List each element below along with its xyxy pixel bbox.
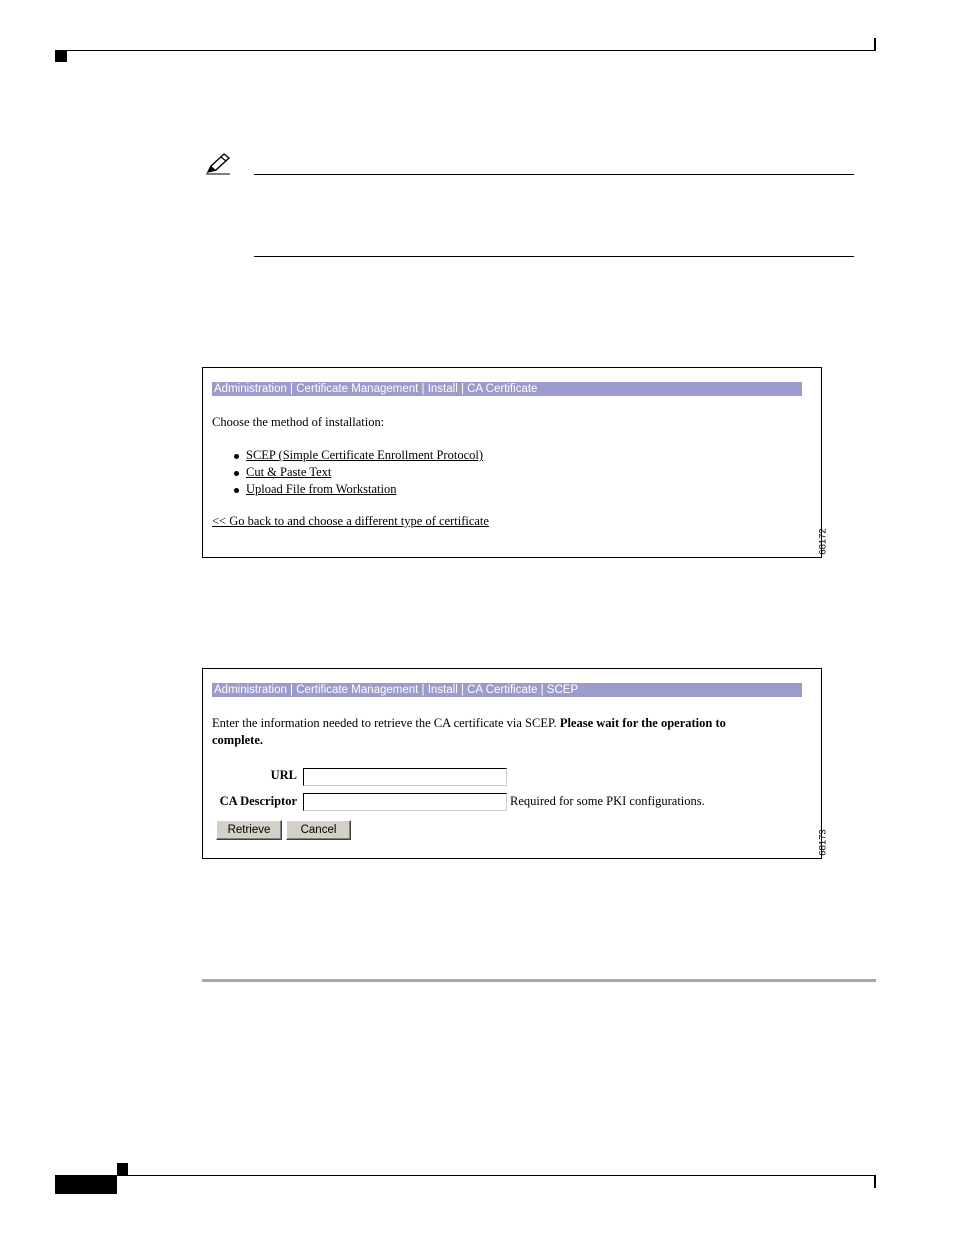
- scep-intro: [212, 716, 726, 731]
- bullet-icon: [234, 471, 239, 476]
- bullet-icon: [234, 488, 239, 493]
- procedure-end-rule: [202, 979, 876, 982]
- header-marker: [55, 51, 67, 62]
- footer-page-block: [55, 1175, 117, 1194]
- note-rule-bottom: [254, 256, 854, 257]
- retrieve-button[interactable]: Retrieve: [216, 820, 282, 840]
- footer-marker: [117, 1163, 128, 1175]
- intro-bold-text: Please wait for the operation to: [559, 716, 726, 730]
- bullet-icon: [234, 454, 239, 459]
- intro-text: Enter the information needed to retrieve the CA certificate via SCEP.: [212, 716, 557, 730]
- ca-descriptor-label: CA Descriptor: [219, 794, 297, 808]
- figure-number: 68172: [817, 528, 829, 555]
- scep-link[interactable]: SCEP (Simple Certificate Enrollment Protocol): [246, 448, 483, 462]
- pencil-icon: [204, 152, 232, 176]
- figure-install-method: [202, 367, 829, 558]
- ca-descriptor-hint: Required for some PKI configurations.: [510, 794, 705, 808]
- url-label: URL: [270, 768, 297, 782]
- figure-number: 68173: [817, 829, 829, 856]
- back-link[interactable]: << Go back to and choose a different type of certificate: [212, 514, 489, 528]
- breadcrumb-title: Administration | Certificate Management | Install | CA Certificate: [212, 382, 802, 396]
- header-rule: [55, 50, 876, 51]
- footer-tick: [874, 1176, 876, 1188]
- list-item: [232, 464, 483, 481]
- ca-descriptor-input[interactable]: [303, 793, 507, 811]
- url-input[interactable]: [303, 768, 507, 786]
- footer-rule: [117, 1175, 876, 1176]
- header-tick: [874, 38, 876, 50]
- list-item: [232, 481, 483, 498]
- list-item: [232, 447, 483, 464]
- breadcrumb-title: Administration | Certificate Management | Install | CA Certificate | SCEP: [212, 683, 802, 697]
- note-rule-top: [254, 174, 854, 175]
- method-prompt: Choose the method of installation:: [212, 415, 385, 429]
- cancel-button[interactable]: Cancel: [286, 820, 351, 840]
- method-list: [232, 447, 483, 498]
- cut-paste-link[interactable]: Cut & Paste Text: [246, 465, 332, 479]
- figure-scep-form: [202, 668, 829, 859]
- upload-file-link[interactable]: Upload File from Workstation: [246, 482, 397, 496]
- intro-bold-continuation: complete.: [212, 733, 264, 747]
